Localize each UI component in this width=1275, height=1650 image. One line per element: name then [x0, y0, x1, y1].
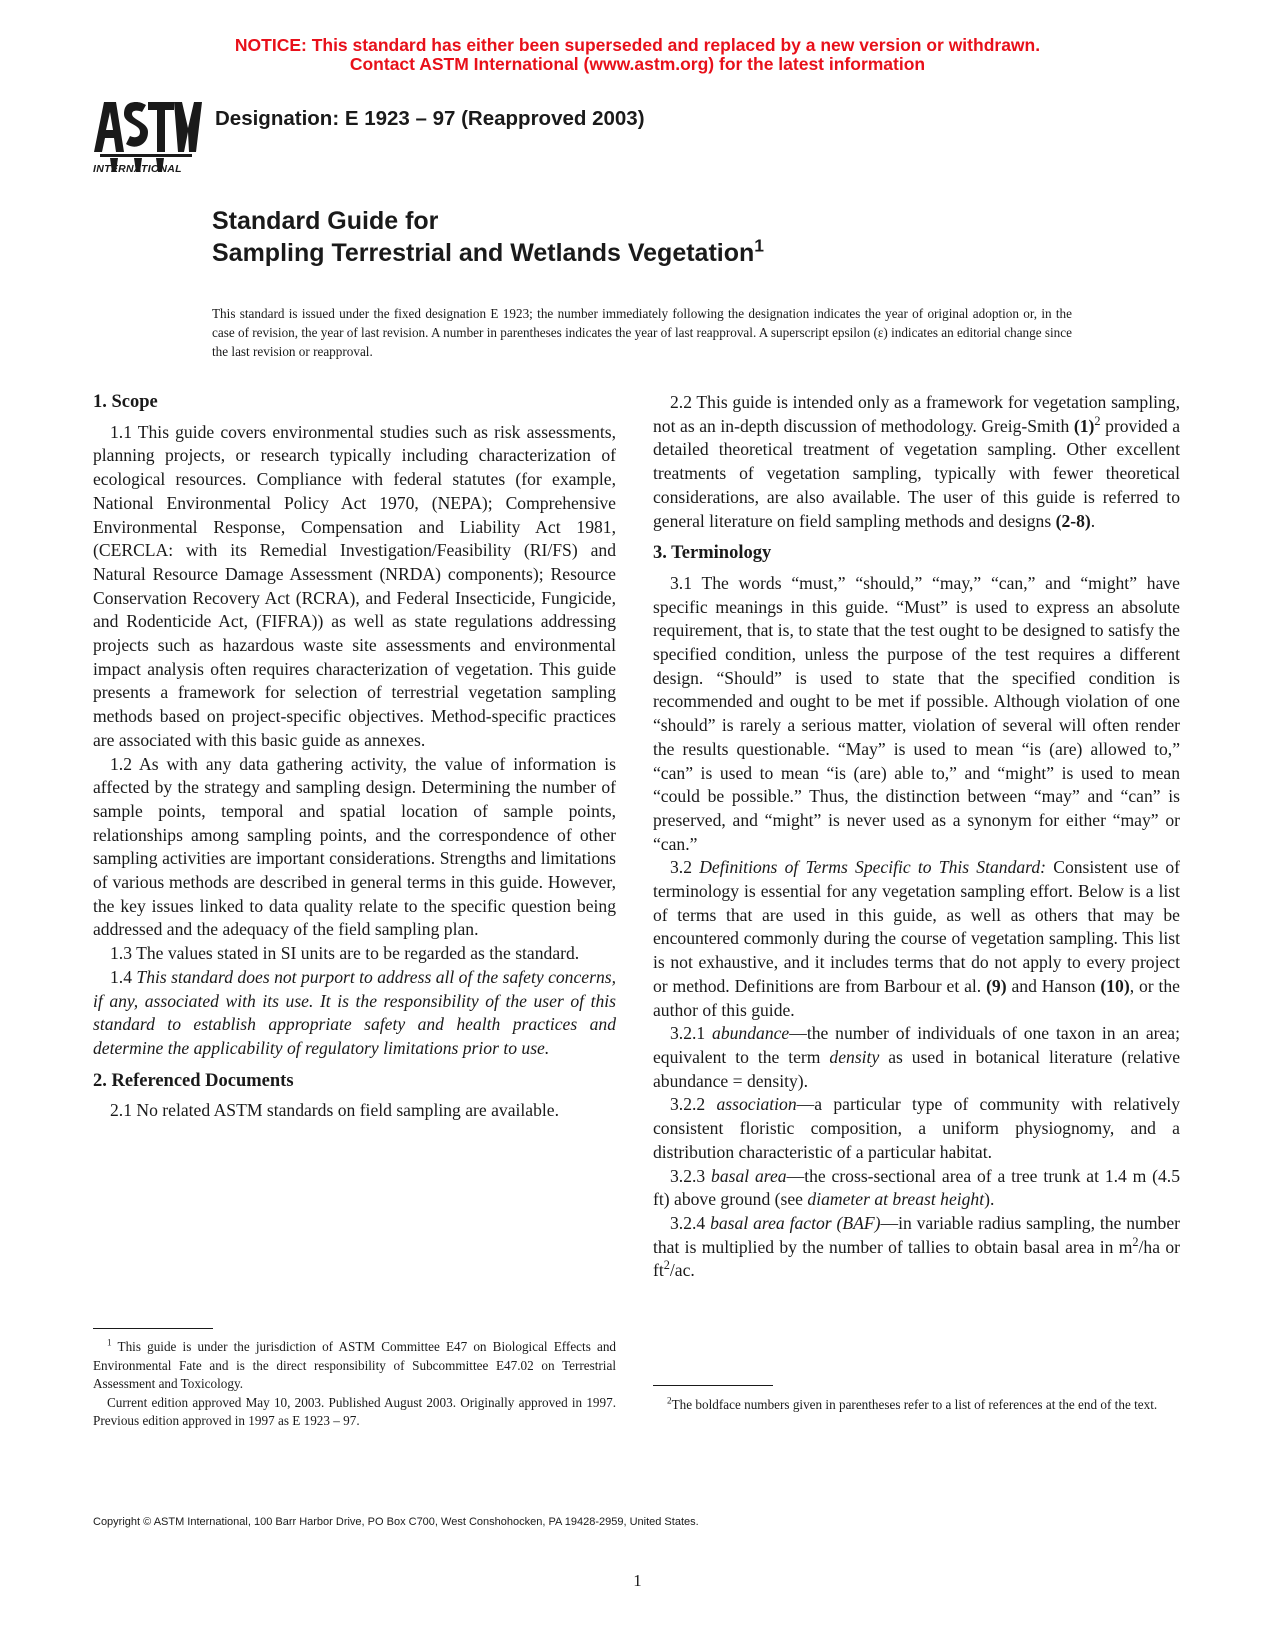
definition-text: /ha or ft	[653, 1236, 1180, 1281]
right-column	[653, 391, 1180, 1283]
definition-text: as used in botanical literature (relative abundance = density).	[653, 1046, 1180, 1091]
paragraph-3-2-number: 3.2	[670, 857, 692, 878]
reference-10: (10)	[1100, 975, 1130, 996]
definition-italic: diameter at breast height	[807, 1189, 985, 1210]
paragraph-2-2-text-a: 2.2 This guide is intended only as a framework for vegetation sampling, not as an in-depth discussion of methodology. Greig-Smith	[653, 392, 1180, 436]
section-heading-referenced-documents: 2. Referenced Documents	[93, 1070, 294, 1091]
paragraph-2-1: 2.1 No related ASTM standards on field sampling are available.	[110, 1100, 560, 1121]
definition-3-2-3	[653, 1165, 1180, 1212]
paragraph-1-3: 1.3 The values stated in SI units are to be regarded as the standard.	[110, 943, 580, 964]
footnote-1: This guide is under the jurisdiction of ASTM Committee E47 on Biological Effects and Environmental Fate and is the direct responsibility of Subcommittee E47.02 on Terrestrial Assessment and Toxicology.	[93, 1339, 617, 1391]
definition-number: 3.2.2	[670, 1094, 706, 1115]
logo-text: INTERNATIONAL	[93, 163, 182, 175]
page-number: 1	[633, 1571, 642, 1590]
paragraph-1-4-number: 1.4	[110, 966, 132, 987]
footnote-2-ref: 2	[1094, 413, 1101, 428]
left-column	[93, 391, 616, 1123]
paragraph-3-1: 3.1 The words “must,” “should,” “may,” “can,” and “might” have specific meanings in this guide. “Must” is used to express an absolute requirement, that is, to state that the test ought to be designed to satisfy the specified condition, unless the purpose of the test requires a different design. “Should” is used to state that the specified condition is recommended and ought to be met if possible. Although violation of one “should” is rarely a serious matter, violation of several will often render the results questionable. “May” is used to mean “is (are) allowed to,” “can” is used to mean “is (are) able to,” and “might” is used to mean “could be possible.” Thus, the distinction between “may” and “can” is preserved, and “might” is never used as a synonym for either “may” or “can.”	[653, 572, 1180, 854]
footnotes-left	[93, 1338, 616, 1431]
footnote-2-marker: 2	[667, 1395, 672, 1406]
definition-term: abundance	[712, 1023, 790, 1044]
footnote-1-edition: Current edition approved May 10, 2003. Published August 2003. Originally approved in 1997. Previous edition approved in 1997 as E 1923 – 97.	[93, 1394, 616, 1428]
paragraph-2-2-end: .	[1090, 510, 1096, 531]
title-line-1: Standard Guide for	[212, 207, 439, 235]
footnotes-right	[653, 1396, 1180, 1415]
notice-line-1: NOTICE: This standard has either been superseded and replaced by a new version or withdrawn.	[234, 35, 1041, 55]
superscript: 2	[663, 1258, 670, 1273]
definition-number: 3.2.4	[670, 1212, 706, 1233]
definition-text: ).	[984, 1189, 995, 1210]
definition-text: —the cross-sectional area of a tree trunk at 1.4 m (4.5 ft) above ground (see	[653, 1165, 1181, 1210]
paragraph-3-2-text: Consistent use of terminology is essential for any vegetation sampling effort. Below is a list of terms that are used in this guide, as well as others that may be encountered commonly during the course of vegetation sampling. This list is not exhaustive, and it includes terms that do not apply to every project or method. Definitions are from Barbour et al.	[653, 857, 1181, 996]
title-footnote-ref: 1	[754, 235, 764, 256]
reference-2-8: (2-8)	[1055, 510, 1091, 531]
paragraph-2-2	[653, 391, 1180, 533]
definition-number: 3.2.3	[670, 1165, 706, 1186]
definition-term: basal area	[711, 1165, 787, 1186]
title-line-2	[212, 237, 764, 269]
definition-italic: density	[829, 1046, 880, 1067]
paragraph-1-1: 1.1 This guide covers environmental studies such as risk assessments, planning projects, or research typically including characterization of ecological resources. Compliance with federal statutes (for example, National Environmental Policy Act 1970, (NEPA); Comprehensive Environmental Response, Compensation and Liability Act 1981, (CERCLA: with its Remedial Investigation/Feasibility (RI/FS) and Natural Resource Damage Assessment (NRDA) components); Resource Conservation Recovery Act (RCRA), and Federal Insecticide, Fungicide, and Rodenticide Act, (FIFRA)) as well as state regulations addressing projects such as hazardous waste site assessments and environmental impact analysis often requires characterization of vegetation. This guide presents a framework for selection of terrestrial vegetation sampling methods based on project-specific objectives. Method-specific practices are associated with this basic guide as annexes.	[93, 421, 616, 750]
footnote-2: The boldface numbers given in parentheses refer to a list of references at the end of the text.	[671, 1397, 1158, 1412]
definition-text: —in variable radius sampling, the number that is multiplied by the number of tallies to obtain basal area in m	[653, 1212, 1180, 1257]
section-heading-scope: 1. Scope	[93, 392, 158, 412]
definition-text: —a particular type of community with relatively consistent floristic composition, a uniform physiognomy, and a distribution characteristic of a particular habitat.	[653, 1094, 1180, 1162]
designation: Designation: E 1923 – 97 (Reapproved 2003)	[215, 107, 645, 130]
definition-3-2-2	[653, 1093, 1180, 1164]
superscript: 2	[1132, 1234, 1139, 1249]
notice-line-2: Contact ASTM International (www.astm.org) for the latest information	[349, 54, 926, 74]
paragraph-2-2-text-b: provided a detailed theoretical treatment of vegetation sampling. Other excellent treatments of vegetation sampling, typically with fewer theoretical considerations, are also available. The user of this guide is referred to general literature on field sampling methods and designs	[653, 415, 1180, 531]
issued-note: This standard is issued under the fixed designation E 1923; the number immediately following the designation indicates the year of original adoption or, in the case of revision, the year of last revision. A number in parentheses indicates the year of last reapproval. A superscript epsilon (ε) indicates an editorial change since the last revision or reapproval.	[212, 306, 1072, 359]
title-text: Sampling Terrestrial and Wetlands Vegetation	[212, 239, 755, 267]
definition-number: 3.2.1	[670, 1023, 706, 1044]
paragraph-1-4	[93, 966, 616, 1061]
paragraph-3-2-and: and Hanson	[1011, 975, 1096, 996]
footnote-divider-left	[93, 1328, 213, 1329]
reference-9: (9)	[986, 975, 1007, 996]
paragraph-1-2: 1.2 As with any data gathering activity, the value of information is affected by the strategy and sampling design. Determining the number of sample points, temporal and spatial location of sample points, relationships among sampling points, and the correspondence of other sampling activities are important considerations. Strengths and limitations of various methods are described in general terms in this guide. However, the key issues linked to data quality relate to the specific question being addressed and the adequacy of the field sampling plan.	[93, 753, 616, 940]
definition-3-2-4	[653, 1212, 1180, 1283]
section-heading-terminology: 3. Terminology	[653, 543, 772, 564]
definition-term: basal area factor (BAF)	[710, 1212, 881, 1233]
definition-text: /ac.	[669, 1260, 695, 1281]
paragraph-3-2-heading: Definitions of Terms Specific to This Standard:	[699, 857, 1047, 878]
footnote-1-marker: 1	[107, 1337, 112, 1348]
definition-term: association	[716, 1094, 797, 1115]
footnote-divider-right	[653, 1385, 773, 1386]
paragraph-3-2	[653, 856, 1180, 1022]
reference-1: (1)	[1073, 415, 1095, 436]
copyright: Copyright © ASTM International, 100 Barr Harbor Drive, PO Box C700, West Conshohocken, PA 19428-2959, United States.	[93, 1516, 699, 1528]
paragraph-3-2-end: , or the author of this guide.	[653, 975, 1180, 1020]
paragraph-1-4-text: This standard does not purport to address all of the safety concerns, if any, associated with its use. It is the responsibility of the user of this standard to establish appropriate safety and health practices and determine the applicability of regulatory limitations prior to use.	[93, 966, 616, 1058]
definition-3-2-1	[653, 1022, 1180, 1093]
definition-text: —the number of individuals of one taxon in an area; equivalent to the term	[653, 1023, 1180, 1067]
